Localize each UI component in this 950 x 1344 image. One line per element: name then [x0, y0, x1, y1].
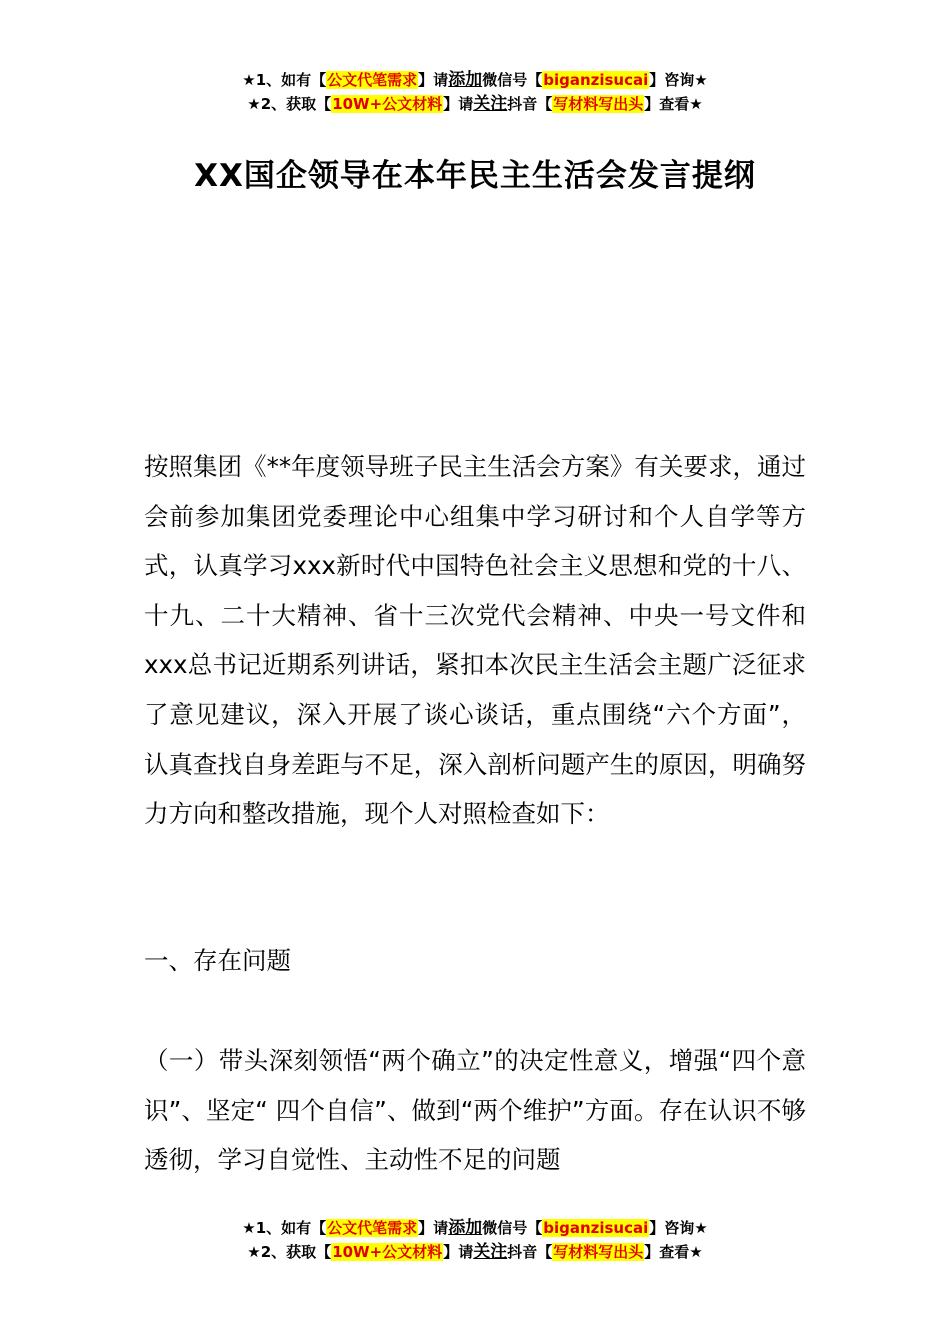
item-paragraph: （一）带头深刻领悟“两个确立”的决定性意义，增强“四个意识”、坚定“ 四个自信”、做到“两个维护”方面。存在认识不够透彻，学习自觉性、主动性不足的问题	[144, 1046, 806, 1175]
document-title: XX国企领导在本年民主生活会发言提纲	[194, 158, 756, 194]
top-promo-banner	[0, 68, 950, 116]
promo-highlight-douyin: 写材料写出头	[553, 1243, 644, 1261]
promo-highlight-materials: 10W+公文材料	[332, 1243, 443, 1261]
bottom-promo-banner	[0, 1216, 950, 1264]
promo-highlight-wechat: biganzisucai	[543, 1219, 649, 1237]
promo-highlight-wechat: biganzisucai	[543, 71, 649, 89]
intro-paragraph: 按照集团《**年度领导班子民主生活会方案》有关要求，通过会前参加集团党委理论中心组集中学习研讨和个人自学等方式，认真学习xxx新时代中国特色社会主义思想和党的十八、十九、二十大精神、省十三次党代会精神、中央一号文件和xxx总书记近期系列讲话，紧扣本次民主生活会主题广泛征求了意见建议，深入开展了谈心谈话，重点围绕“六个方面”，认真查找自身差距与不足，深入剖析问题产生的原因，明确努力方向和整改措施，现个人对照检查如下：	[144, 452, 806, 829]
promo-line-2: ★2、获取【10W+公文材料】请关注抖音【写材料写出头】查看★	[247, 94, 703, 114]
section-heading: 一、存在问题	[144, 946, 291, 975]
promo-line-2: ★2、获取【10W+公文材料】请关注抖音【写材料写出头】查看★	[247, 1242, 703, 1262]
promo-highlight-materials: 10W+公文材料	[332, 95, 443, 113]
promo-highlight-service: 公文代笔需求	[327, 71, 418, 89]
promo-line-1: ★1、如有【公文代笔需求】请添加微信号【biganzisucai】咨询★	[242, 70, 708, 90]
promo-highlight-douyin: 写材料写出头	[553, 95, 644, 113]
promo-highlight-service: 公文代笔需求	[327, 1219, 418, 1237]
promo-line-1: ★1、如有【公文代笔需求】请添加微信号【biganzisucai】咨询★	[242, 1218, 708, 1238]
